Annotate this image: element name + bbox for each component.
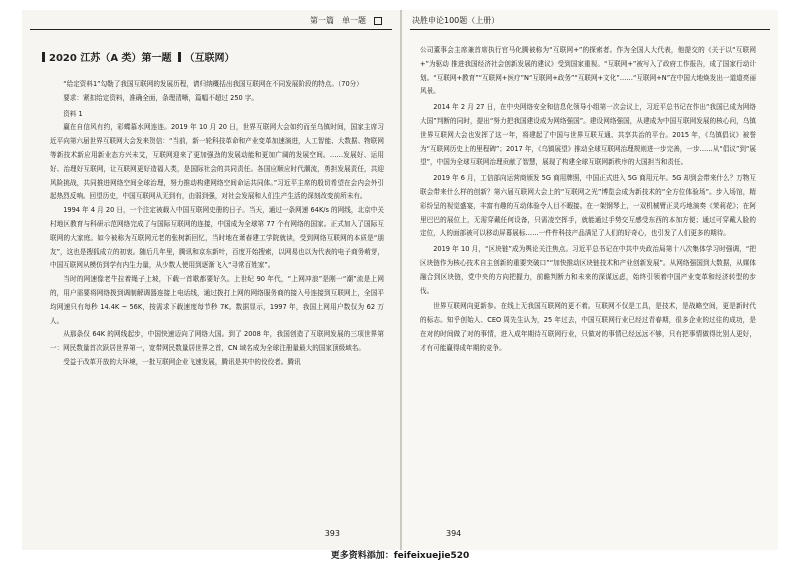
question-prompt: “给定资料1”勾勒了我国互联网的发展历程，请归纳概括出我国互联网在不同发展阶段的特点。（70分）	[63, 80, 363, 88]
section-label: 第一篇 单一题	[310, 16, 366, 25]
book-title: 决胜申论100题（上册）	[412, 16, 500, 25]
material-paragraph: 从那条仅 64K 的网线起步，中国快速迈向了网络大国。到了 2008 年，我国创造了互联网发展的三项世界第一：网民数量首次跃居世界第一，宽带网民数量居世界之首，CN 域名成为全球注册量最大的国家顶级域名。	[50, 330, 384, 353]
question-requirement: 要求：紧扣给定资料，准确全面，条理清晰，篇幅不超过 250 字。	[63, 93, 258, 102]
question-tag: （互联网）	[184, 53, 235, 64]
right-column	[420, 44, 756, 356]
material-paragraph: 1994 年 4 月 20 日，一个注定被载入中国互联网史册的日子。当天，通过一条网速 64K/s 的网线，北京中关村地区教育与科研示范网络完成了与国际互联网的连接，中国成为全球第 77 个有网络的国家。正式加入了国际互联网的大家庭。如今被称为互联网元老的张树新回忆，当时地在萧春建工学院就读，受到网络互联网的本质是“朋友”，这也是搜狐成立的初衷。随后几年里，腾讯和京东新叶，百度开始搜索，以网易也以为代表的电子商务萌芽，中国互联网从模仿到学有内生力量，从少数人使用到逐渐飞入“寻常百姓家”。	[50, 206, 384, 270]
header-rule	[410, 29, 770, 30]
header-square-icon	[374, 17, 382, 25]
title-bar-icon	[42, 52, 45, 62]
material-paragraph: 公司董事会主席兼首席执行官马化腾被称为“互联网+”的探索者。作为全国人大代表，他提交的《关于以“互联网+”为驱动 推进我国经济社会创新发展的建议》受到国家重视。“互联网+”被写入了政府工作报告，成了国家行动计划。“互联网+教育”“互联网+医疗”N“互联网+政务”“互联网+文化”……“互联网+N”在中国大地焕发出一道道亮丽风景。	[420, 46, 756, 96]
left-page-number: 393	[324, 529, 340, 538]
right-page	[402, 10, 778, 550]
left-running-header	[22, 14, 400, 28]
footer-watermark-text: 更多资料添加：feifeixuejie520	[330, 551, 470, 561]
left-column	[50, 44, 384, 370]
title-bar-icon	[178, 52, 181, 62]
material-label: 资料 1	[63, 109, 83, 118]
material-paragraph: 2014 年 2 月 27 日，在中央网络安全和信息化领导小组第一次会议上，习近平总书记在作出“我国已成为网络大国”判断的同时，提出“努力把我国建设成为网络强国”。建设网络强国，从建成为中国互联网发展的核心问，乌镇世界互联网大会也发挥了这一年，将建起了中国与世界互联互通、共享共治的平台。2015 年，《乌镇倡议》被誉为“互联网历史上的里程碑”；2017 年，《乌镇展望》推动全球互联网治理规则进一步完善，一步……从“倡议”到“展望”，中国为全球互联网治理贡献了智慧，展现了构建全球互联网新秩序的大国担当和责任。	[420, 103, 756, 167]
material-paragraph: 赢在自信风有约，彩蝶慕水网连连。2019 年 10 月 20 日，世界互联网大会如约而至乌镇时间，国家主席习近平向第六届世界互联网大会发来贺信：“当前，新一轮科技革命和产业变革加速演进，人工智能、大数据、物联网等新技术新应用新业态方兴未艾，互联网迎来了更加强劲的发展动能和更加广阔的发展空间。……发展好、运用好、治理好互联网，让互联网更好造福人类，是国际社会的共同责任。各国应顺应时代潮流，勇担发展责任，共迎风险挑战，共同推进网络空间全球治理，努力推动构建网络空间命运共同体。”习近平主席的殷切希望在会内会外引起热烈反响。回望历史，中国互联网从无到有，由弱到强，对社会发展和人们生产生活的深刻改变前所未有。	[50, 123, 384, 201]
material-paragraph: 2019 年 6 月，工信部向运营商颁发 5G 商用牌照，中国正式进入 5G 商用元年。5G 却到会带来什么？万物互联会带来什么样的创新？第六届互联网大会上的“互联网之光”博览会成为新技术的“全方位体验场”。步入场馆，精彩纷呈的视觉盛宴，丰富有趣的互动体验令人目不暇接。在一架钢琴上，一双机械臂正灵巧地演奏《茉莉花》；在阿里巴巴的展位上，无需穿戴任何设备，只需凌空挥手，就能通过手势交互感受东西的本加方便；通过可穿戴人脸的定位，人的面部被可以移动屏幕展标……一件件科技产品满足了人们的好奇心，也引发了人们更多的期待。	[420, 174, 756, 238]
question-title	[42, 50, 384, 68]
material-paragraph: 受益于改革开放的大环境，一批互联网企业飞速发展，腾讯是其中的佼佼者。腾讯	[63, 357, 301, 366]
material-paragraph: 当时的网速像老牛拉着绳子上坡，下载一首歌都要好久。上世纪 90 年代，“上网冲浪”是刚一“潮”流是上网的，用户需要将网络拨到调制解调器连接上电话线，通过拨打上网的网络服务商的接入号连接到互联网上，全国平均网速只有每秒 14.4K ~ 56K，按需求下载速度每节秒 7K。数据显示，1997 年，我国上网用户数仅为 62 万人。	[50, 275, 384, 325]
left-page	[22, 10, 400, 550]
right-page-number: 394	[446, 529, 462, 538]
material-paragraph: 2019 年 10 月，“区块链”成为舆论关注焦点。习近平总书记在中共中央政治局第十八次集体学习时强调，“把区块链作为核心技术自主创新的重要突破口”“加快推动区块链技术和产业创新发展”。从网络强国到大数据，从媒体融合到区块链，党中央的方向把握力，前瞻判断力和未来的深谋远虑，始终引领着中国产业变革和经济转型的步伐。	[420, 245, 756, 295]
right-running-header	[402, 14, 778, 28]
question-title-text: 2020 江苏（A 类）第一题	[49, 53, 172, 64]
header-rule	[30, 29, 392, 30]
material-paragraph: 世界互联网向更新参。在线上无我国互联网的更不着。互联网不仅是工具，是技术，是战略空间，更是新时代的标志。知乎创始人、CEO 周先生认为，25 年过去，中国互联网行业已经过青春期，很多企业的过往的成功，是在对的时间做了对的事情，进入成年期待互联网行业，只做对的事情已经远远不够，只有把事情做得比别人更好，才有可能赢得成年期的竞争。	[420, 302, 756, 352]
